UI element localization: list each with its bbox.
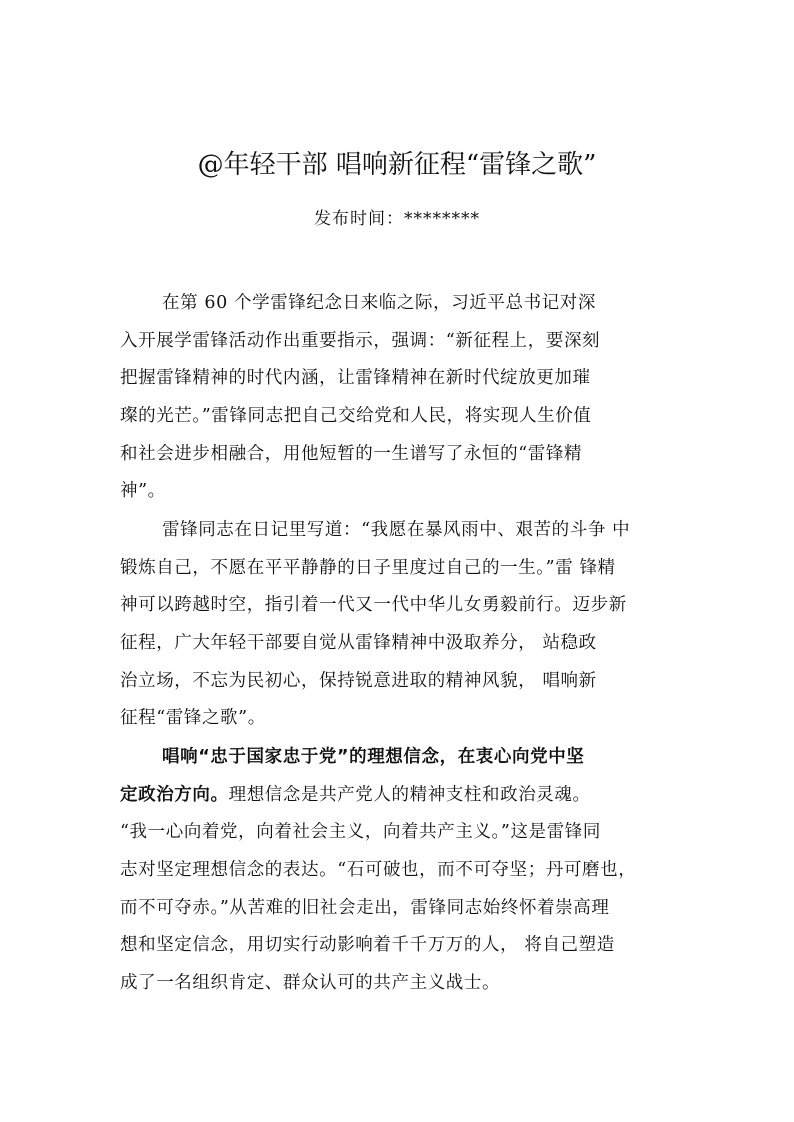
publish-time (0, 205, 794, 233)
paragraph-3 (120, 739, 694, 1003)
paragraph-line-rest: 理想信念是共产党人的精神支柱和政治灵魂。 (228, 784, 591, 805)
paragraph-line (120, 777, 694, 815)
paragraph-line: 治立场，不忘为民初心，保持锐意进取的精神风貌， 唱响新 (120, 670, 597, 691)
document-title: @年轻干部 唱响新征程“雷锋之歌” (197, 150, 597, 180)
paragraph-line: 志对坚定理想信念的表达。“石可破也，而不可夺坚；丹可磨也， (120, 860, 637, 881)
paragraph-line: 锻炼自己，不愿在平平静静的日子里度过自己的一生。”雷 锋精 (120, 557, 616, 578)
paragraph-heading-tail: 定政治方向。 (120, 784, 229, 805)
paragraph-1 (120, 285, 694, 511)
paragraph-line: 把握雷锋精神的时代内涵，让雷锋精神在新时代绽放更加璀 (120, 368, 591, 389)
paragraph-line: “我一心向着党，向着社会主义，向着共产主义。”这是雷锋同 (120, 822, 601, 843)
paragraph-line: 璨的光芒。”雷锋同志把自己交给党和人民，将实现人生价值 (120, 406, 592, 427)
paragraph-line: 征程，广大年轻干部要自觉从雷锋精神中汲取养分， 站稳政 (120, 633, 597, 654)
publish-time-label: 发布时间： (314, 209, 404, 229)
paragraph-line: 成了一名组织肯定、群众认可的共产主义战士。 (120, 973, 501, 994)
paragraph-2 (120, 512, 694, 738)
paragraph-line: 雷锋同志在日记里写道：“我愿在暴风雨中、艰苦的斗争 中 (162, 520, 631, 540)
paragraph-line: 在第 60 个学雷锋纪念日来临之际，习近平总书记对深 (162, 293, 596, 313)
paragraph-line: 神”。 (120, 481, 166, 502)
paragraph-line: 而不可夺赤。”从苦难的旧社会走出，雷锋同志始终怀着崇高理 (120, 897, 610, 918)
publish-time-value: ******** (404, 209, 480, 229)
paragraph-line: 和社会进步相融合，用他短暂的一生谱写了永恒的“雷锋精 (120, 443, 583, 464)
paragraph-line: 入开展学雷锋活动作出重要指示，强调：“新征程上，要深刻 (120, 330, 601, 351)
paragraph-line: 征程“雷锋之歌”。 (120, 708, 266, 729)
paragraph-line: 神可以跨越时空，指引着一代又一代中华儿女勇毅前行。迈步新 (120, 595, 627, 616)
paragraph-line: 想和坚定信念，用切实行动影响着千千万万的人， 将自己塑造 (120, 935, 615, 956)
paragraph-heading-line: 唱响“忠于国家忠于党”的理想信念，在衷心向党中坚 (162, 747, 585, 767)
